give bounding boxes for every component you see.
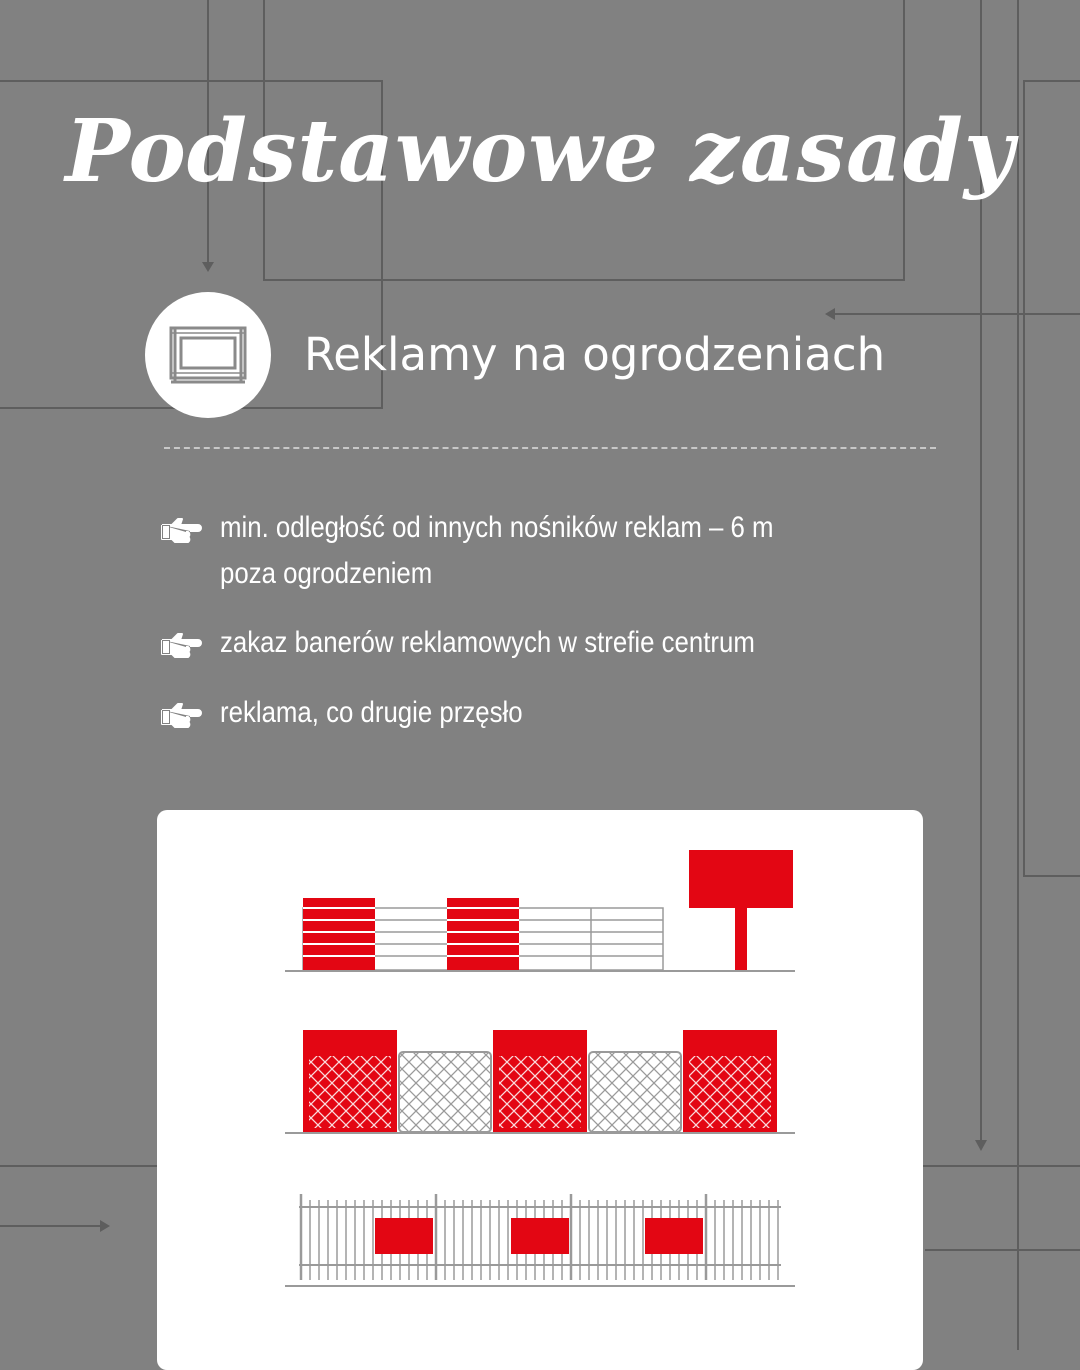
rule-text-line: min. odległość od innych nośników reklam – 6 m xyxy=(220,511,774,544)
rule-text-line: reklama, co drugie przęsło xyxy=(220,696,523,729)
fence-illustration-card xyxy=(157,810,923,1370)
section-title: Reklamy na ogrodzeniach xyxy=(304,328,886,381)
pointing-hand-icon xyxy=(160,515,202,545)
divider xyxy=(164,447,936,449)
rule-text-line: zakaz banerów reklamowych w strefie centrum xyxy=(220,626,755,659)
pointing-hand-icon xyxy=(160,700,202,730)
pointing-hand-icon xyxy=(160,630,202,660)
fence-banner-icon xyxy=(145,292,271,418)
page-title: Podstawowe zasady xyxy=(65,101,1015,202)
mesh-fence-row xyxy=(285,1030,795,1133)
board-fence-row xyxy=(285,850,795,971)
mesh-panel xyxy=(303,1030,777,1132)
billboard-sign xyxy=(689,850,793,970)
fence-banner xyxy=(375,1218,703,1254)
rule-item-3 xyxy=(160,690,920,736)
bar-fence-row xyxy=(285,1194,795,1286)
rule-item-2 xyxy=(160,620,920,666)
rule-item-1 xyxy=(160,505,920,597)
rule-text-line: poza ogrodzeniem xyxy=(220,557,433,590)
